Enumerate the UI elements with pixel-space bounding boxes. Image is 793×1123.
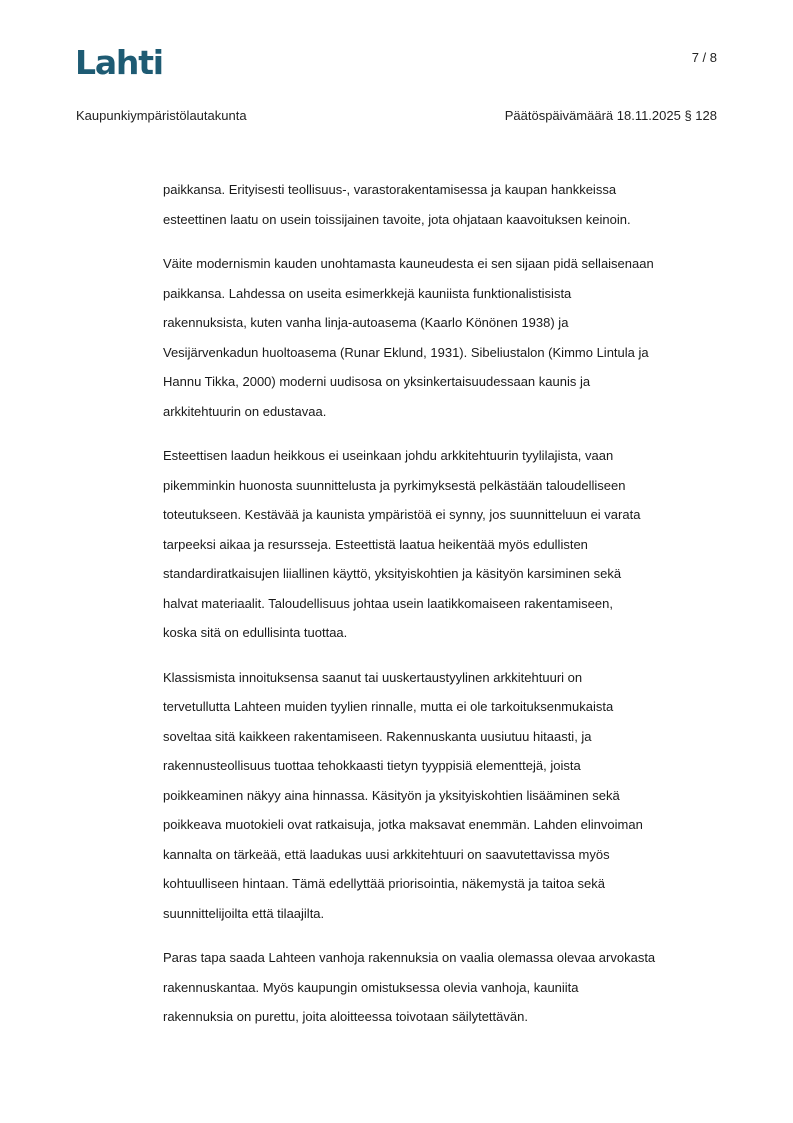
text-line: kannalta on tärkeää, että laadukas uusi arkkitehtuuri on saavutettavissa myös [163,846,610,862]
header-organization: Kaupunkiympäristölautakunta [76,108,247,123]
document-body [163,175,719,1047]
text-line: paikkansa. Erityisesti teollisuus-, varastorakentamisessa ja kaupan hankkeissa [163,182,617,197]
page-number: 7 / 8 [691,50,717,65]
header-decision-date: Päätöspäivämäärä 18.11.2025 § 128 [504,108,717,123]
paragraph-5 [163,943,719,1032]
text-line: Klassismista innoituksensa saanut tai uuskertaustyylinen arkkitehtuuri on [163,669,583,685]
text-line: Paras tapa saada Lahteen vanhoja rakennuksia on vaalia olemassa olevaa arvokasta [163,950,656,965]
text-line: tervetullutta Lahteen muiden tyylien rinnalle, mutta ei ole tarkoituksenmukaista [163,699,614,714]
text-line: poikkeava muotokieli ovat ratkaisuja, jotka maksavat enemmän. Lahden elinvoiman [163,817,643,832]
text-line: Vesijärvenkadun huoltoasema (Runar Eklund, 1931). Sibeliustalon (Kimmo Lintula ja [163,344,649,360]
text-line: rakennuskantaa. Myös kaupungin omistuksessa olevia vanhoja, kauniita [163,979,579,995]
paragraph-3 [163,441,719,648]
paragraph-2 [163,249,719,426]
text-line: rakennusteollisuus tuottaa tehokkaasti tietyn tyyppisiä elementtejä, joista [163,758,581,773]
text-line: paikkansa. Lahdessa on useita esimerkkejä kauniista funktionalistisista [163,285,572,301]
text-line: koska sitä on edullisinta tuottaa. [163,625,348,640]
text-line: poikkeaminen näkyy aina hinnassa. Käsityön ja yksityiskohtien lisääminen sekä [163,787,620,803]
text-line: soveltaa sitä kaikkeen rakentamiseen. Rakennuskanta uusiutuu hitaasti, ja [163,728,592,744]
text-line: rakennuksista, kuten vanha linja-autoasema (Kaarlo Könönen 1938) ja [163,315,569,330]
text-line: tarpeeksi aikaa ja resursseja. Esteettistä laatua heikentää myös edullisten [163,536,588,552]
paragraph-4 [163,663,719,929]
text-line: kohtuulliseen hintaan. Tämä edellyttää priorisointia, näkemystä ja taitoa sekä [163,876,606,891]
paragraph-1 [163,175,719,234]
lahti-logo: Lahti [75,43,163,82]
text-line: Väite modernismin kauden unohtamasta kauneudesta ei sen sijaan pidä sellaisenaan [163,256,654,271]
text-line: Hannu Tikka, 2000) moderni uudisosa on yksinkertaisuudessaan kaunis ja [163,374,591,389]
text-line: suunnittelijoilta että tilaajilta. [163,905,325,921]
text-line: arkkitehtuurin on edustavaa. [163,403,327,419]
text-line: rakennuksia on purettu, joita aloitteessa toivotaan säilytettävän. [163,1009,528,1024]
text-line: esteettinen laatu on usein toissijainen tavoite, jota ohjataan kaavoituksen keinoin. [163,211,631,227]
text-line: halvat materiaalit. Taloudellisuus johtaa usein laatikkomaiseen rakentamiseen, [163,595,613,611]
text-line: pikemminkin huonosta suunnittelusta ja pyrkimyksestä pelkästään taloudelliseen [163,477,626,493]
text-line: standardiratkaisujen liiallinen käyttö, yksityiskohtien ja käsityön karsiminen sekä [163,566,622,581]
text-line: toteutukseen. Kestävää ja kaunista ympäristöä ei synny, jos suunnitteluun ei varata [163,507,641,522]
text-line: Esteettisen laadun heikkous ei useinkaan johdu arkkitehtuurin tyylilajista, vaan [163,448,614,463]
